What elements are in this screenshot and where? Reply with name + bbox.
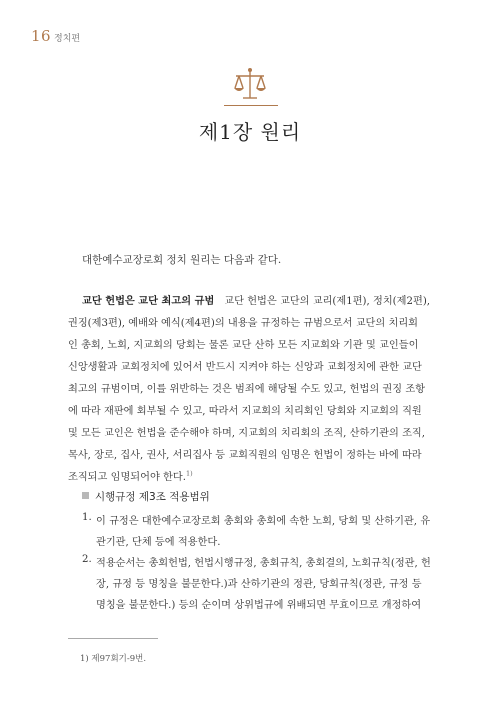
paragraph-line: 인 총회, 노회, 지교회의 당회는 물론 교단 산하 모든 지교회와 기관 및 교인들이 [68,340,419,351]
list-item-number: 2. [82,554,92,565]
paragraph-line: 목사, 장로, 집사, 권사, 서리집사 등 교회직원의 임명은 헌법이 정하는 바에 따라 [68,450,422,461]
section-heading [82,489,210,504]
paragraph-line: 교단 헌법은 교단의 교리(제1편), 정치(제2편), [224,296,431,307]
list-item-number: 1. [82,512,92,523]
paragraph-line: 최고의 규범이며, 이를 위반하는 것은 범죄에 해당될 수도 있고, 헌법의 권징 조항 [68,384,426,395]
footnote-reference[interactable]: 1) [185,469,193,478]
paragraph-line-last [68,468,193,483]
paragraph-line: 에 따라 재판에 회부될 수 있고, 따라서 지교회의 치리회인 당회와 지교회의 직원 [68,406,422,417]
footnote-divider [68,638,158,639]
page-number: 16 [31,27,52,45]
square-bullet-icon [82,492,89,499]
scales-icon [230,64,270,104]
list-item-line: 적용순서는 총회헌법, 헌법시행규정, 총회규칙, 총회결의, 노회규칙(정관, 헌 [96,558,431,569]
paragraph-heading: 교단 헌법은 교단 최고의 규범 [82,295,215,307]
paragraph-line: 신앙생활과 교회정치에 있어서 반드시 지켜야 하는 신앙과 교회정치에 관한 교단 [68,362,422,373]
list-item-line: 장, 규정 등 명칭을 불문한다.)과 산하기관의 정관, 당회규칙(정관, 규정 등 [96,579,422,590]
paragraph-line-1 [82,292,430,307]
chapter-title: 제1장 원리 [198,120,302,144]
paragraph-line: 및 모든 교인은 헌법을 준수해야 하며, 지교회의 치리회의 조직, 산하기관의 조직, [68,428,426,439]
paragraph-line: 조직되고 임명되어야 한다. [68,472,186,483]
list-item-line: 이 규정은 대한예수교장로회 총회와 총회에 속한 노회, 당회 및 산하기관, 유 [96,516,431,527]
intro-text: 대한예수교장로회 정치 원리는 다음과 같다. [82,254,282,266]
paragraph-line: 권징(제3편), 예배와 예식(제4편)의 내용을 규정하는 규범으로서 교단의 치리회 [68,318,418,329]
footnote: 1) 제97회기-9번. [80,654,147,664]
title-divider [224,105,278,106]
running-title: 정치편 [54,34,81,44]
section-heading-text: 시행규정 제3조 적용범위 [95,491,210,503]
list-item-line: 명칭을 불문한다.) 등의 순이며 상위법규에 위배되면 무효이므로 개정하여 [96,600,422,611]
list-item-line: 관기관, 단체 등에 적용한다. [96,537,221,548]
